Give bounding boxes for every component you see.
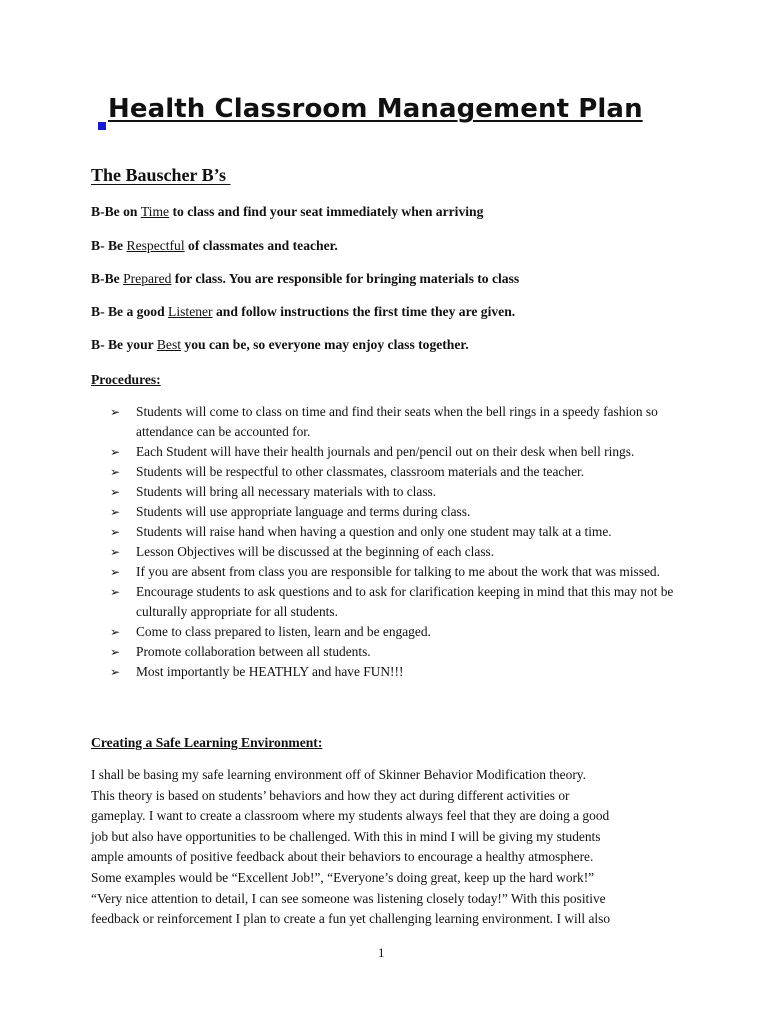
title-block [98, 90, 698, 134]
procedure-text: Promote collaboration between all students. [136, 644, 371, 659]
rule-prefix: B-Be [91, 271, 124, 286]
paragraph-line: job but also have opportunities to be challenged. With this in mind I will be giving my students [91, 828, 601, 844]
arrow-bullet-icon: ➢ [110, 565, 121, 579]
arrow-bullet-icon: ➢ [110, 505, 121, 519]
page-number: 1 [378, 945, 385, 960]
procedures-heading: Procedures: [91, 372, 161, 387]
procedure-text: Most importantly be HEATHLY and have FUN!!! [136, 664, 404, 679]
arrow-bullet-icon: ➢ [110, 405, 121, 419]
list-item [110, 662, 690, 682]
rule-prepared [91, 270, 519, 288]
list-item [110, 482, 690, 502]
rule-prefix: B- Be your [91, 337, 157, 352]
paragraph-line: I shall be basing my safe learning environment off of Skinner Behavior Modification theory. [91, 767, 586, 782]
paragraph-line: This theory is based on students’ behaviors and how they act during different activities or [91, 787, 570, 803]
procedure-text: Come to class prepared to listen, learn and be engaged. [136, 624, 431, 639]
rule-prefix: B- Be [91, 238, 127, 253]
rule-suffix: to class and find your seat immediately when arriving [169, 204, 484, 219]
rule-keyword: Listener [168, 304, 213, 319]
procedure-text: Encourage students to ask questions and to ask for clarification keeping in mind that this may not be culturally appropriate for all students. [136, 584, 674, 619]
paragraph-line: ample amounts of positive feedback about their behaviors to encourage a healthy atmosphere. [91, 849, 594, 865]
arrow-bullet-icon: ➢ [110, 585, 121, 599]
rule-suffix: and follow instructions the first time they are given. [212, 304, 516, 319]
list-item [110, 542, 690, 562]
rule-best [91, 336, 469, 354]
procedure-text: Students will bring all necessary materials with to class. [136, 484, 437, 499]
rule-keyword: Time [140, 204, 170, 219]
rule-time [91, 203, 483, 221]
safe-environment-paragraph [91, 765, 686, 930]
safe-environment-heading: Creating a Safe Learning Environment: [91, 735, 323, 750]
list-item [110, 562, 690, 582]
arrow-bullet-icon: ➢ [110, 445, 121, 459]
arrow-bullet-icon: ➢ [110, 645, 121, 659]
rule-suffix: you can be, so everyone may enjoy class together. [181, 337, 469, 352]
paragraph-line: “Very nice attention to detail, I can see someone was listening closely today!” With this positive [91, 890, 606, 906]
rule-suffix: of classmates and teacher. [184, 238, 338, 253]
arrow-bullet-icon: ➢ [110, 525, 121, 539]
list-item [110, 642, 690, 662]
rule-keyword: Respectful [126, 238, 185, 253]
procedure-text: Students will raise hand when having a question and only one student may talk at a time. [136, 524, 612, 539]
rule-listener [91, 303, 515, 321]
list-item [110, 402, 690, 442]
list-item [110, 442, 690, 462]
arrow-bullet-icon: ➢ [110, 465, 121, 479]
procedure-text: Students will come to class on time and find their seats when the bell rings in a speedy fashion so attendance can be accounted for. [136, 404, 658, 439]
paragraph-line: feedback or reinforcement I plan to create a fun yet challenging learning environment. I will also [91, 911, 611, 927]
paragraph-line: gameplay. I want to create a classroom where my students always feel that they are doing a good [91, 808, 610, 824]
rule-respectful [91, 237, 338, 255]
procedure-text: If you are absent from class you are responsible for talking to me about the work that was missed. [136, 564, 660, 579]
arrow-bullet-icon: ➢ [110, 545, 121, 559]
anchor-marker-icon [98, 122, 106, 130]
procedures-list [110, 402, 690, 682]
list-item [110, 582, 690, 622]
procedure-text: Lesson Objectives will be discussed at the beginning of each class. [136, 544, 495, 559]
paragraph-line: Some examples would be “Excellent Job!”, “Everyone’s doing great, keep up the hard work!” [91, 869, 595, 885]
bauscher-bs-heading: The Bauscher B’s [91, 165, 231, 185]
arrow-bullet-icon: ➢ [110, 625, 121, 639]
procedure-text: Students will be respectful to other classmates, classroom materials and the teacher. [136, 464, 585, 479]
procedure-text: Students will use appropriate language and terms during class. [136, 504, 471, 519]
list-item [110, 522, 690, 542]
list-item [110, 502, 690, 522]
procedure-text: Each Student will have their health journals and pen/pencil out on their desk when bell rings. [136, 444, 635, 459]
rule-prefix: B-Be on [91, 204, 141, 219]
arrow-bullet-icon: ➢ [110, 665, 121, 679]
rule-keyword: Best [156, 337, 182, 352]
arrow-bullet-icon: ➢ [110, 485, 121, 499]
rule-keyword: Prepared [123, 271, 172, 286]
list-item [110, 622, 690, 642]
rule-suffix: for class. You are responsible for bringing materials to class [171, 271, 520, 286]
page-title: Health Classroom Management Plan [108, 94, 643, 124]
list-item [110, 462, 690, 482]
rule-prefix: B- Be a good [91, 304, 169, 319]
